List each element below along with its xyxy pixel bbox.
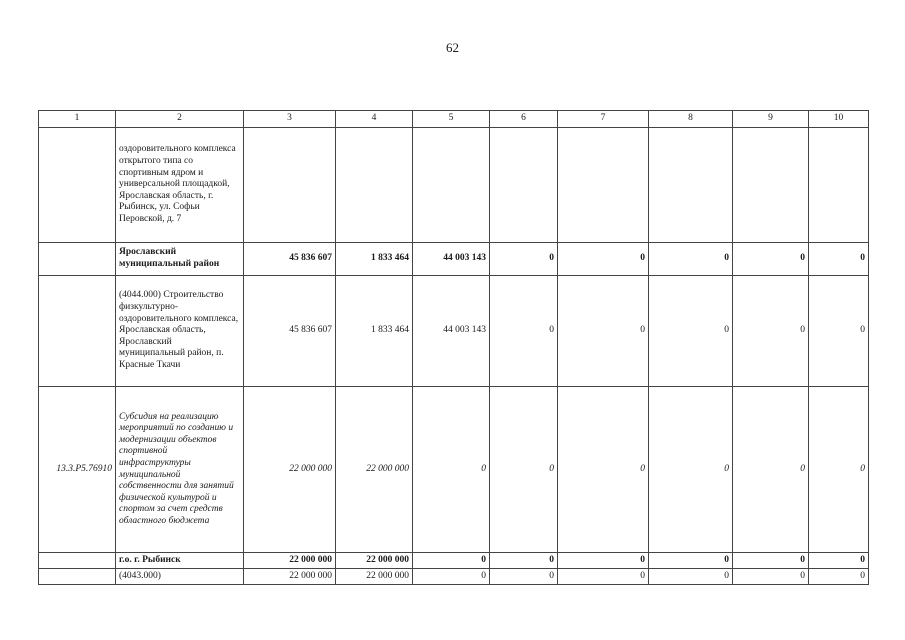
table-row [39,387,869,553]
row-value [490,128,558,243]
row-value: 44 003 143 [413,276,490,387]
row-value [413,128,490,243]
row-name: Субсидия на реализацию мероприятий по созданию и модернизации объектов спортивной инфраструктуры муниципальной собственности для занятий физической культурой и спортом за счет средств областного бюджета [116,387,244,553]
column-header: 2 [116,111,244,128]
row-value: 0 [649,553,733,569]
table-row [39,128,869,243]
row-value: 0 [558,387,649,553]
row-name: оздоровительного комплекса открытого типа со спортивным ядром и универсальной площадкой, Ярославская область, г. Рыбинск, ул. Софьи Перовской, д. 7 [116,128,244,243]
row-value: 22 000 000 [244,569,336,585]
row-name: г.о. г. Рыбинск [116,553,244,569]
row-value [649,128,733,243]
row-value: 0 [809,276,869,387]
row-value: 0 [558,276,649,387]
row-value: 0 [649,387,733,553]
column-header: 7 [558,111,649,128]
row-name: Ярославский муниципальный район [116,243,244,276]
row-value: 45 836 607 [244,276,336,387]
column-header: 3 [244,111,336,128]
row-code [39,128,116,243]
row-value: 0 [413,387,490,553]
row-value: 0 [733,387,809,553]
row-value: 0 [413,553,490,569]
row-code: 13.3.P5.76910 [39,387,116,553]
row-code [39,276,116,387]
row-value: 0 [558,553,649,569]
row-value: 1 833 464 [336,243,413,276]
row-value [336,128,413,243]
row-value: 0 [649,243,733,276]
page-number: 62 [446,40,459,55]
row-value: 1 833 464 [336,276,413,387]
column-header: 6 [490,111,558,128]
table-row [39,276,869,387]
row-value: 0 [558,243,649,276]
row-value: 0 [809,569,869,585]
column-header: 9 [733,111,809,128]
column-header: 8 [649,111,733,128]
row-value [733,128,809,243]
row-value: 22 000 000 [244,387,336,553]
row-code [39,553,116,569]
row-value: 45 836 607 [244,243,336,276]
row-value [558,128,649,243]
row-value: 0 [649,569,733,585]
row-name: (4044.000) Строительство физкультурно-оздоровительного комплекса, Ярославская область, Ярославский муниципальный район, п. Красные Ткачи [116,276,244,387]
row-value: 22 000 000 [336,387,413,553]
table-header-row [39,111,869,128]
row-value: 0 [733,569,809,585]
table-row [39,553,869,569]
row-value: 0 [558,569,649,585]
row-value: 0 [490,569,558,585]
row-value: 0 [490,387,558,553]
row-value: 0 [490,553,558,569]
row-value: 0 [809,243,869,276]
row-value: 0 [733,243,809,276]
column-header: 10 [809,111,869,128]
row-name: (4043.000) [116,569,244,585]
table-row [39,569,869,585]
column-header: 1 [39,111,116,128]
row-value: 22 000 000 [336,553,413,569]
row-value: 44 003 143 [413,243,490,276]
row-value [244,128,336,243]
column-header: 4 [336,111,413,128]
row-value: 0 [733,553,809,569]
budget-table [38,110,869,585]
row-code [39,243,116,276]
row-value: 22 000 000 [336,569,413,585]
row-value: 0 [733,276,809,387]
row-value [809,128,869,243]
row-code [39,569,116,585]
row-value: 0 [809,387,869,553]
row-value: 0 [649,276,733,387]
row-value: 0 [490,276,558,387]
row-value: 0 [413,569,490,585]
row-value: 22 000 000 [244,553,336,569]
row-value: 0 [809,553,869,569]
row-value: 0 [490,243,558,276]
column-header: 5 [413,111,490,128]
table-row [39,243,869,276]
